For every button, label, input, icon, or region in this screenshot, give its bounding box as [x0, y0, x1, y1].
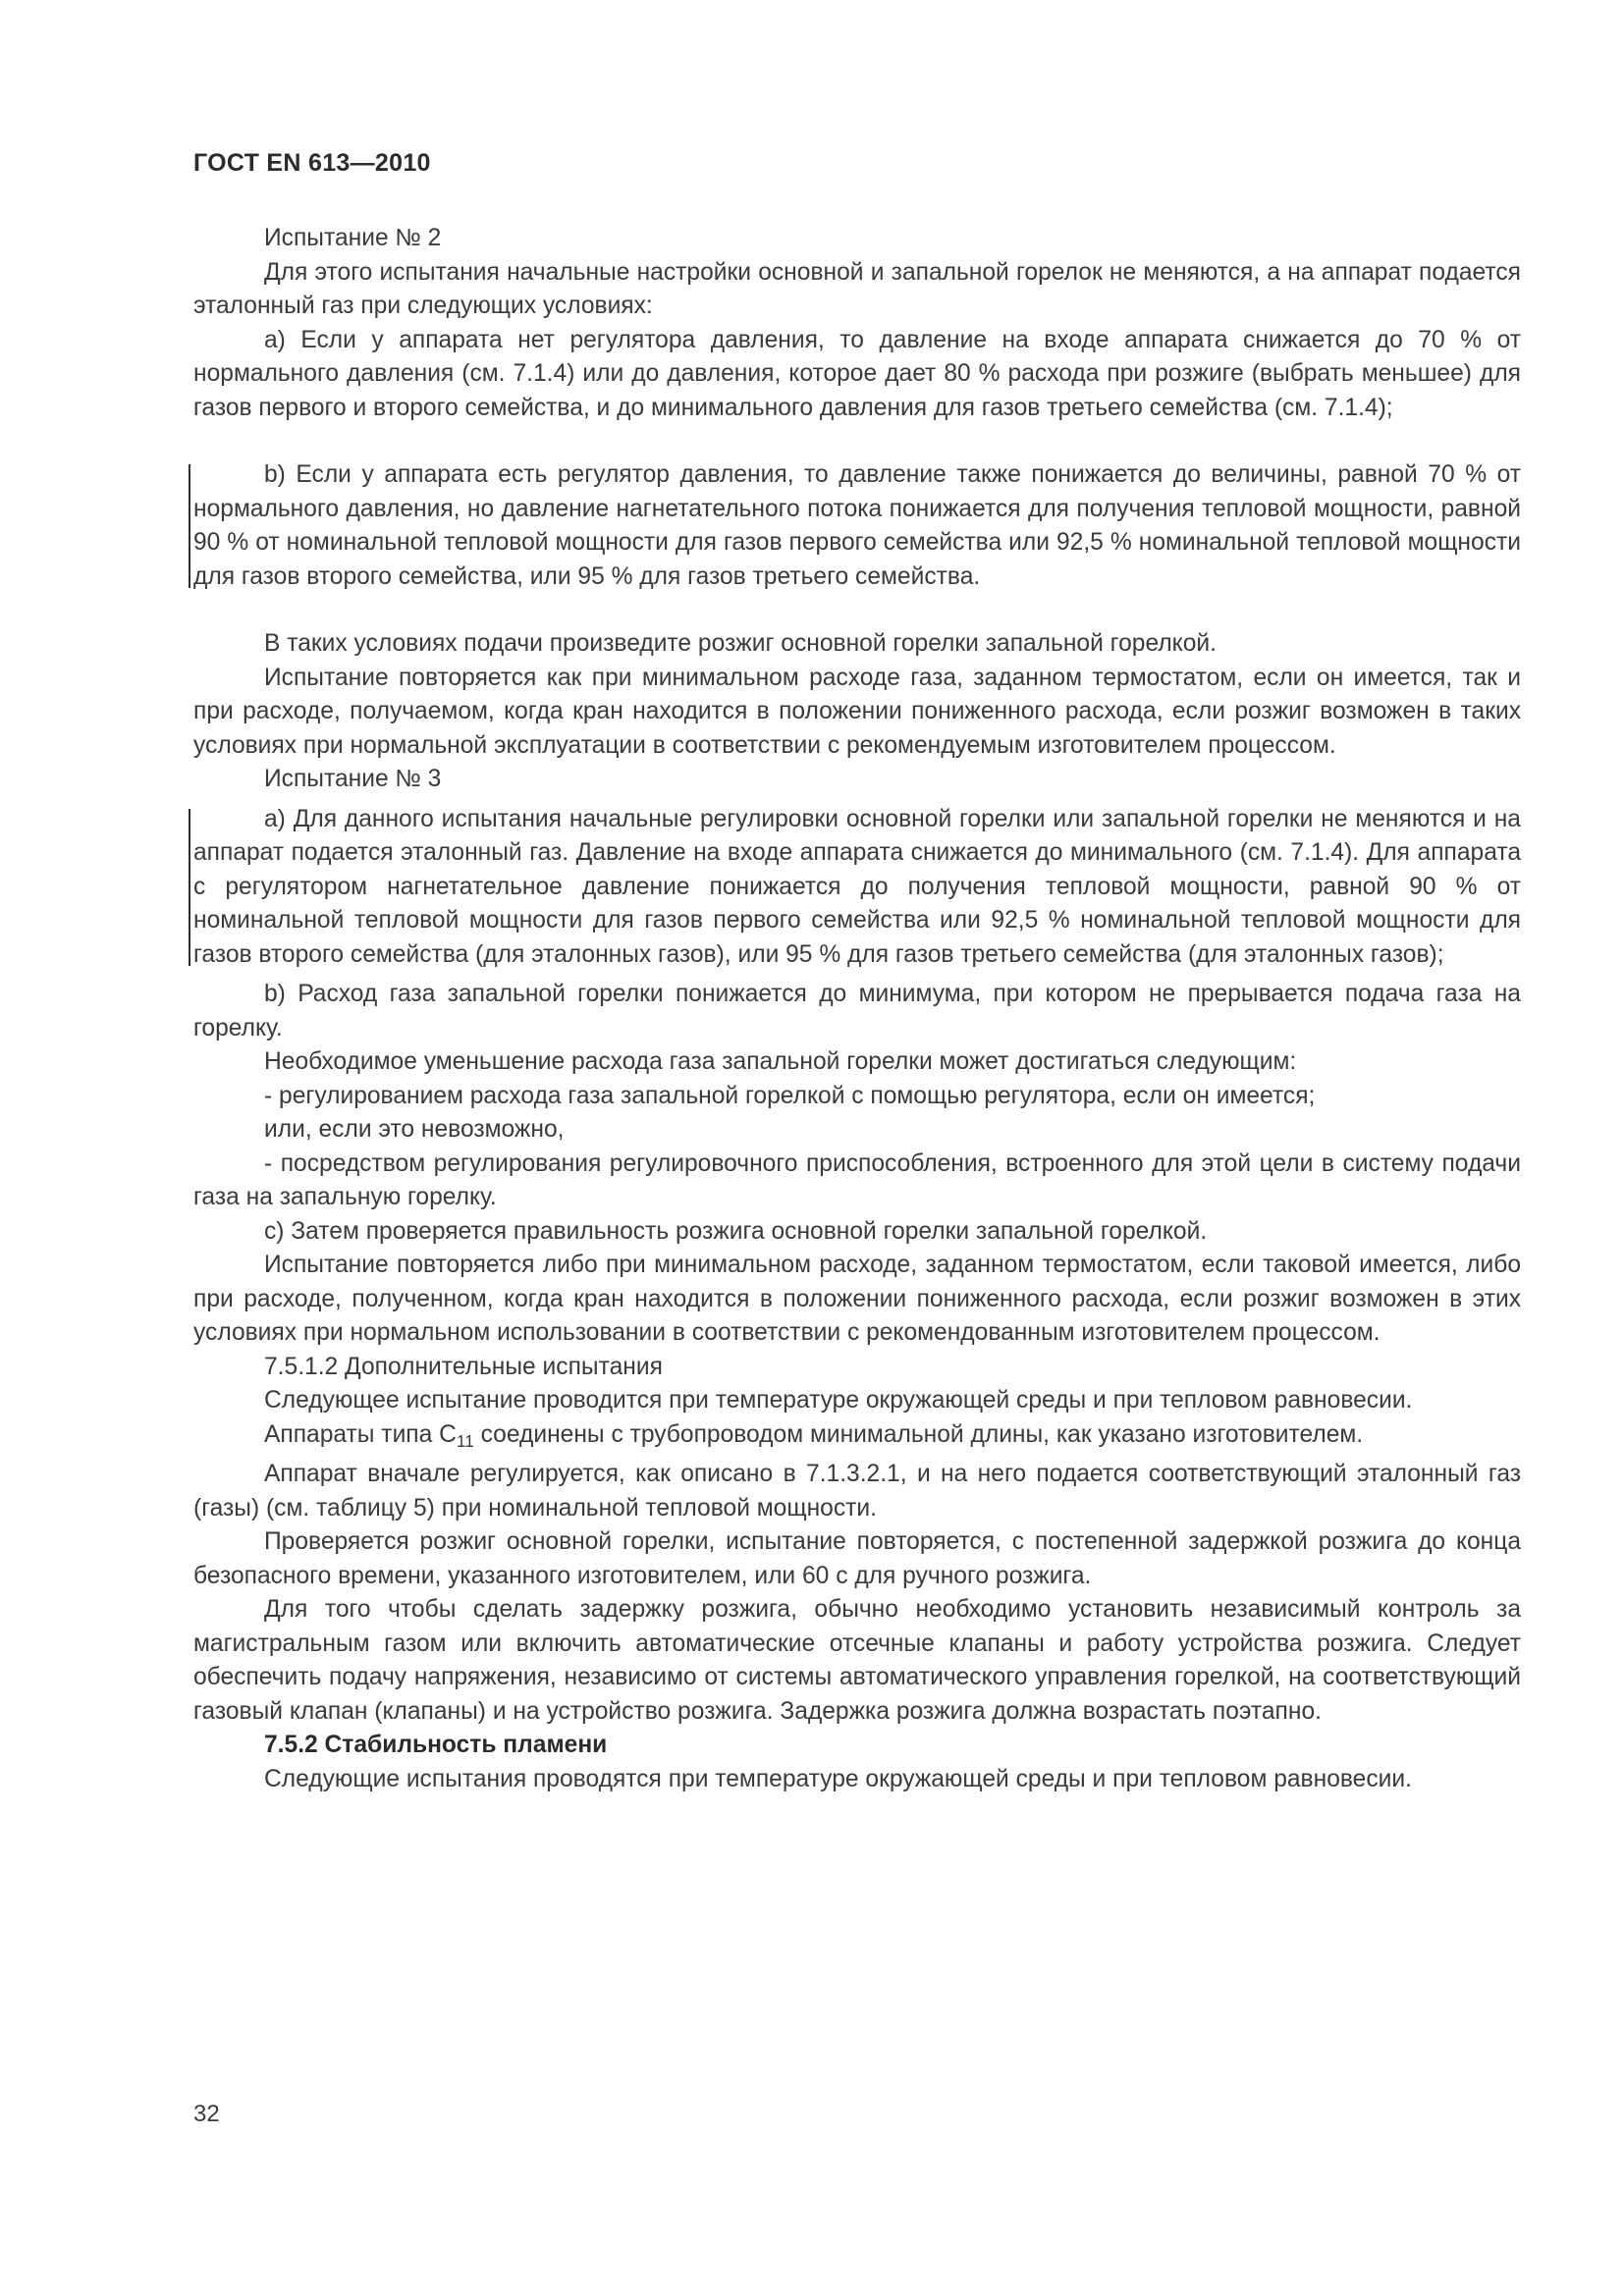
- item-b: b) Если у аппарата есть регулятор давления, то давление также понижается до величины, равной 70 % от нормального давления, но давление нагнетательного потока понижается для получения тепловой мощности, равной 90 % от номинальной тепловой мощности для газов первого семейства или 92,5 % номинальной тепловой мощности для газов второго семейства, или 95 % для газов третьего семейства.: [193, 461, 1521, 590]
- item-a: a) Для данного испытания начальные регулировки основной горелки или запальной горелки не меняются и на аппарат подается эталонный газ. Давление на входе аппарата снижается до минимального (см. 7.1.4). Для аппарата с регулятором нагнетательное давление понижается до получения тепловой мощности, равной 90 % от номинальной тепловой мощности для газов первого семейства или 92,5 % номинальной тепловой мощности для газов второго семейства (для эталонных газов), или 95 % для газов третьего семейства (для эталонных газов);: [193, 805, 1521, 968]
- test3-title: Испытание № 3: [264, 766, 442, 792]
- paragraph: Следующее испытание проводится при температуре окружающей среды и при тепловом равновесии.: [264, 1387, 1413, 1414]
- section-title-752: 7.5.2 Стабильность пламени: [264, 1732, 608, 1758]
- text-run: Аппараты типа С: [264, 1420, 457, 1448]
- list-item: - регулированием расхода газа запальной горелкой с помощью регулятора, если он имеется;: [264, 1082, 1316, 1109]
- paragraph: Аппарат вначале регулируется, как описано в 7.1.3.2.1, и на него подается соответствующий эталонный газ (газы) (см. таблицу 5) при номинальной тепловой мощности.: [193, 1461, 1521, 1522]
- change-bar: [189, 464, 190, 588]
- paragraph: Следующие испытания проводятся при температуре окружающей среды и при тепловом равновесии.: [264, 1765, 1412, 1792]
- section-title-7512: 7.5.1.2 Дополнительные испытания: [264, 1353, 663, 1380]
- list-item: - посредством регулирования регулировочного приспособления, встроенного для этой цели в систему подачи газа на запальную горелку.: [193, 1149, 1521, 1210]
- text-run: соединены с трубопроводом минимальной длины, как указано изготовителем.: [473, 1420, 1364, 1448]
- change-bar: [189, 809, 190, 967]
- spacer: [193, 425, 1521, 458]
- spacer: [193, 594, 1521, 627]
- paragraph: Испытание повторяется либо при минимальном расходе, заданном термостатом, если таковой имеется, либо при расходе, полученном, когда кран находится в положении пониженного расхода, если розжиг возможен в этих условиях при нормальном использовании в соответствии с рекомендованным изготовителем процессом.: [193, 1252, 1521, 1346]
- paragraph: Для этого испытания начальные настройки основной и запальной горелок не меняются, а на аппарат подается эталонный газ при следующих условиях:: [193, 258, 1521, 319]
- item-a: a) Если у аппарата нет регулятора давления, то давление на входе аппарата снижается до 70 % от нормального давления (см. 7.1.4) или до давления, которое дает 80 % расхода при розжиге (выбрать меньшее) для газов первого и второго семейства, и до минимального давления для газов третьего семейства (см. 7.1.4);: [193, 326, 1521, 421]
- document-header: ГОСТ EN 613—2010: [193, 149, 431, 177]
- test2-title: Испытание № 2: [264, 225, 442, 251]
- paragraph: Для того чтобы сделать задержку розжига, обычно необходимо установить независимый контроль за магистральным газом или включить автоматические отсечные клапаны и работу устройства розжига. Следует обеспечить подачу напряжения, независимо от системы автоматического управления горелкой, на соответствующий газовый клапан (клапаны) и на устройство розжига. Задержка розжига должна возрастать поэтапно.: [193, 1596, 1521, 1725]
- item-c: c) Затем проверяется правильность розжига основной горелки запальной горелкой.: [264, 1217, 1208, 1245]
- item-b: b) Расход газа запальной горелки понижается до минимума, при котором не прерывается подача газа на горелку.: [193, 981, 1521, 1041]
- paragraph-c11: [193, 1418, 1521, 1459]
- changed-block: [193, 803, 1521, 973]
- document-body: [193, 222, 1521, 1796]
- paragraph: Испытание повторяется как при минимальном расходе газа, заданном термостатом, если он имеется, так и при расходе, получаемом, когда кран находится в положении пониженного расхода, если розжиг возможен в таких условиях при нормальной эксплуатации в соответствии с рекомендуемым изготовителем процессом.: [193, 664, 1521, 759]
- paragraph: или, если это невозможно,: [264, 1116, 565, 1143]
- paragraph: Проверяется розжиг основной горелки, испытание повторяется, с постепенной задержкой розжига до конца безопасного времени, указанного изготовителем, или 60 с для ручного розжига.: [193, 1528, 1521, 1589]
- page-number: 32: [193, 2101, 220, 2127]
- paragraph: Необходимое уменьшение расхода газа запальной горелки может достигаться следующим:: [264, 1048, 1297, 1075]
- paragraph: В таких условиях подачи произведите розжиг основной горелки запальной горелкой.: [264, 630, 1217, 657]
- changed-block: [193, 458, 1521, 594]
- subscript: 11: [456, 1430, 474, 1451]
